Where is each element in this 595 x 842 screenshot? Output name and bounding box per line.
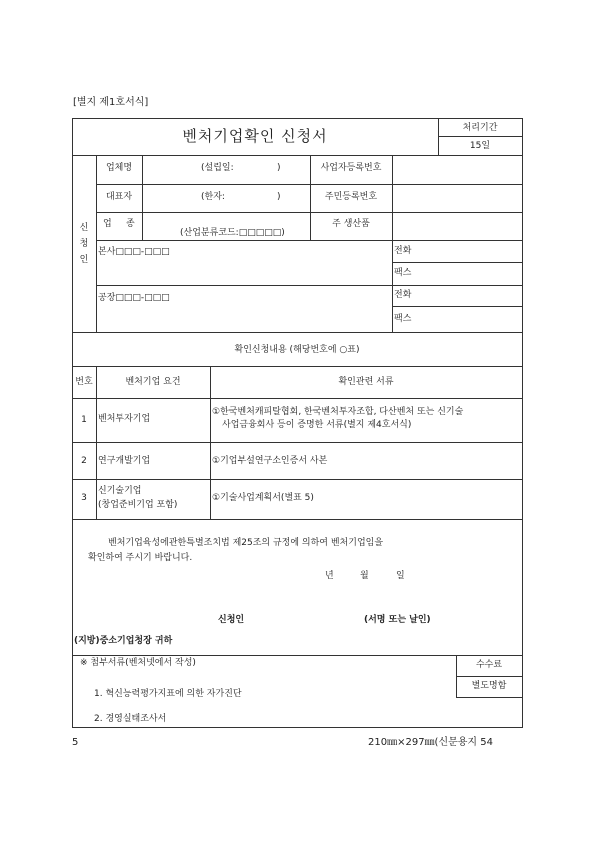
row-docs: ①기술사업계획서(별표 5) (212, 493, 314, 503)
col-requirement: 벤처기업 요건 (125, 377, 181, 387)
date-year: 년 (325, 571, 334, 581)
industry-label-1: 업 (103, 219, 112, 229)
row-docs: 사업금융회사 등이 증명한 서류(별지 제4호서식) (222, 420, 412, 430)
row-no: 1 (81, 415, 87, 425)
attachment-item: 1. 혁신능력평가지표에 의한 자가진단 (94, 689, 242, 699)
fee-value: 별도명함 (471, 681, 507, 691)
factory-tel-label: 전화 (394, 290, 412, 300)
row-requirement: 연구개발기업 (98, 456, 151, 466)
hanja-close: ) (277, 192, 281, 202)
row-docs: ①한국벤처캐피탈협회, 한국벤처투자조합, 다산벤처 또는 신기술 (212, 407, 464, 417)
attachments-header: ※ 첨부서류(벤처넷에서 작성) (80, 658, 196, 668)
hq-address-label: 본사□□□-□□□ (98, 247, 170, 257)
row-requirement: 벤처투자기업 (98, 414, 151, 424)
industry-label-2: 종 (126, 219, 135, 229)
row-docs: ①기업부설연구소인증서 사본 (212, 456, 328, 466)
applicant-side-1: 신 (79, 223, 89, 233)
page-number: 5 (72, 737, 79, 748)
col-docs: 확인관련 서류 (338, 377, 394, 387)
page-title: 벤처기업확인 신청서 (182, 127, 328, 145)
declaration-line-1: 벤처기업육성에관한특별조치법 제25조의 규정에 의하여 벤처기업임을 (108, 538, 384, 548)
row-no: 2 (81, 456, 87, 466)
processing-label: 처리기간 (462, 123, 498, 133)
form-label: [별지 제1호서식] (73, 97, 149, 108)
applicant-sign-label: 신청인 (218, 615, 245, 625)
rep-label: 대표자 (105, 192, 133, 202)
biz-reg-label: 사업자등록번호 (320, 163, 382, 173)
row-requirement: 신기술기업 (98, 486, 142, 496)
hq-fax-label: 팩스 (394, 268, 412, 278)
applicant-side-3: 인 (79, 255, 89, 265)
paper-spec: 210㎜×297㎜(신문용지 54 (368, 737, 493, 748)
row-requirement: (창업준비기업 포함) (98, 500, 178, 510)
addressee: (지방)중소기업청장 귀하 (74, 636, 173, 646)
resident-label: 주민등록번호 (324, 192, 378, 202)
factory-fax-label: 팩스 (394, 314, 412, 324)
established-label: (설립일: (201, 163, 234, 173)
main-product-label: 주 생산품 (332, 219, 370, 229)
col-no: 번호 (75, 377, 93, 387)
processing-value: 15일 (469, 141, 491, 151)
industry-code: (산업분류코드:□□□□□) (180, 228, 285, 238)
date-month: 월 (360, 571, 369, 581)
hanja-label: (한자: (201, 192, 225, 202)
date-day: 일 (396, 571, 405, 581)
fee-label: 수수료 (475, 660, 503, 670)
factory-address-label: 공장□□□-□□□ (98, 293, 170, 303)
request-header: 확인신청내용 (해당번호에 ○표) (234, 345, 360, 355)
row-no: 3 (81, 493, 87, 503)
attachment-item: 2. 경영실태조사서 (94, 714, 167, 724)
hq-tel-label: 전화 (394, 246, 412, 256)
declaration-line-2: 확인하여 주시기 바랍니다. (88, 553, 193, 563)
applicant-side-2: 청 (79, 239, 89, 249)
established-close: ) (277, 163, 281, 173)
signature-label: (서명 또는 날인) (364, 615, 431, 625)
company-name-label: 업체명 (105, 163, 133, 173)
